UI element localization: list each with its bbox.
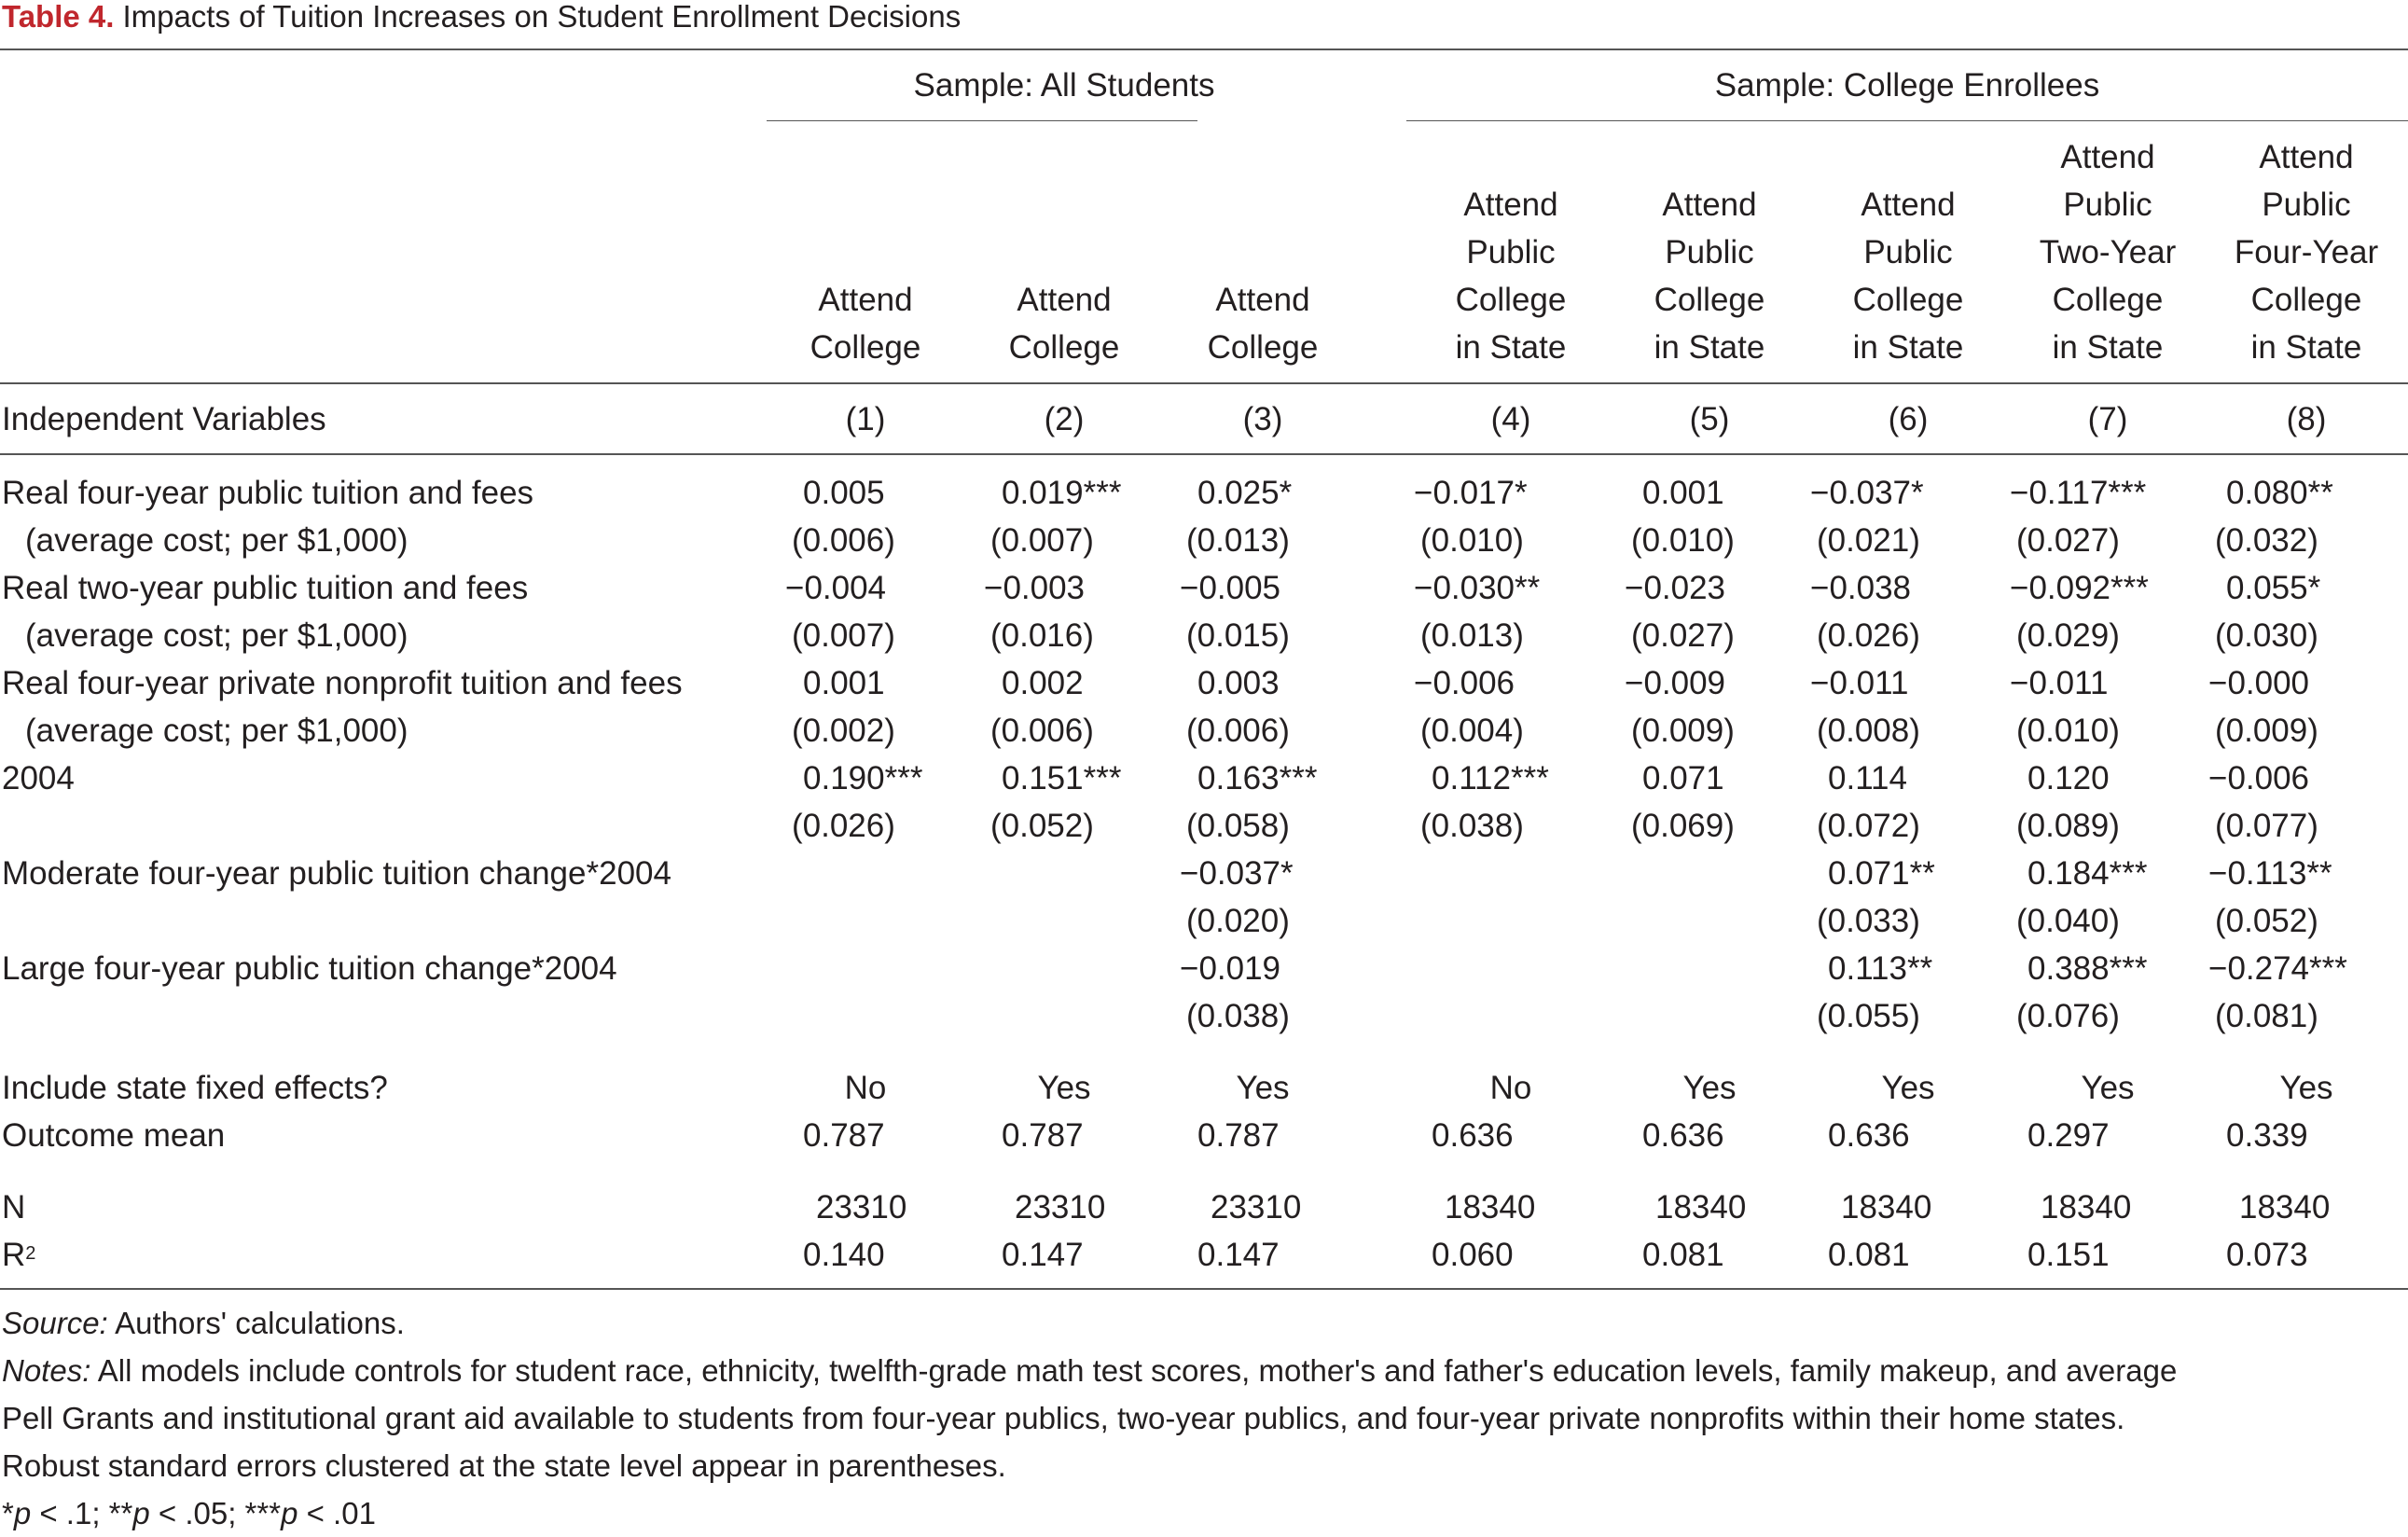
row-sublabel: (average cost; per $1,000) [25,713,408,749]
coefficient-cell: −0.030** [1414,570,1541,606]
column-number-7: (7) [2087,401,2128,437]
std-error-cell: (0.052) [990,808,1094,844]
column-header-line: College [810,329,921,366]
coefficient-cell: 0.388*** [2027,950,2148,987]
stat-cell: 0.151 [2027,1237,2110,1273]
notes-line-3: Robust standard errors clustered at the state level appear in parentheses. [2,1448,1006,1483]
std-error-cell: (0.013) [1420,617,1524,654]
column-header-line: College [1654,282,1765,318]
coefficient-cell: 0.003 [1197,665,1280,701]
column-header-3 [1208,276,1319,371]
column-header-line: College [1008,329,1120,366]
coefficient-cell: −0.009 [1625,665,1726,701]
top-rule [0,48,2408,50]
table-label: Table 4. [2,0,115,34]
coefficient-cell: −0.037* [1810,475,1924,511]
column-header-line: College [1455,282,1567,318]
std-error-cell: (0.006) [792,522,895,559]
std-error-cell: (0.089) [2016,808,2120,844]
stat-cell: No [1489,1070,1532,1106]
std-error-cell: (0.010) [2016,713,2120,749]
stat-cell: 0.147 [1197,1237,1280,1273]
std-error-cell: (0.052) [2215,903,2318,939]
std-error-cell: (0.077) [2215,808,2318,844]
coefficient-cell: 0.184*** [2027,855,2148,892]
coefficient-cell: −0.006 [2208,760,2310,796]
stat-cell: 23310 [1015,1189,1106,1225]
coefficient-cell: −0.092*** [2010,570,2149,606]
coefficient-cell: 0.190*** [803,760,923,796]
std-error-cell: (0.010) [1420,522,1524,559]
column-header-line: in State [1654,329,1765,366]
table-title-text: Impacts of Tuition Increases on Student Enrollment Decisions [122,0,962,34]
stat-cell: 0.636 [1828,1117,1910,1154]
coefficient-cell: −0.019 [1180,950,1281,987]
column-number-6: (6) [1888,401,1929,437]
row-label: Large four-year public tuition change*2004 [2,950,617,987]
std-error-cell: (0.076) [2016,998,2120,1034]
column-number-2: (2) [1044,401,1085,437]
column-header-line: Attend [2060,139,2155,175]
source-text: Authors' calculations. [107,1306,405,1340]
stat-cell: 0.140 [803,1237,885,1273]
std-error-cell: (0.058) [1186,808,1290,844]
std-error-cell: (0.006) [1186,713,1290,749]
coefficient-cell: 0.113** [1828,950,1933,987]
stat-row-label [2,1237,35,1274]
column-header-line: College [2250,282,2362,318]
group-rule-all-students [767,120,1197,121]
stat-cell: No [844,1070,887,1106]
std-error-cell: (0.020) [1186,903,1290,939]
stat-cell: 0.339 [2226,1117,2308,1154]
coefficient-cell: −0.004 [785,570,887,606]
column-header-line: College [1207,329,1319,366]
stat-cell: 0.636 [1642,1117,1724,1154]
coefficient-cell: 0.001 [1642,475,1724,511]
coefficient-cell: −0.023 [1625,570,1726,606]
stat-cell: 18340 [1655,1189,1747,1225]
notes-text-1: All models include controls for student race, ethnicity, twelfth-grade math test scores, mother's and father's education levels, family makeup, and average [90,1353,2178,1388]
column-header-6 [1853,181,1964,371]
std-error-cell: (0.009) [1631,713,1735,749]
coefficient-cell: −0.038 [1810,570,1912,606]
stat-label-text: N [2,1189,26,1225]
coefficient-cell: 0.120 [2027,760,2110,796]
std-error-cell: (0.009) [2215,713,2318,749]
coefficient-cell: 0.071 [1642,760,1724,796]
std-error-cell: (0.029) [2016,617,2120,654]
stat-cell: 18340 [1841,1189,1932,1225]
column-header-line: Attend [2259,139,2354,175]
row-label: Real four-year private nonprofit tuition and fees [2,665,683,701]
std-error-cell: (0.069) [1631,808,1735,844]
column-number-1: (1) [845,401,886,437]
stat-cell: 0.081 [1642,1237,1724,1273]
stat-row-label [2,1070,388,1107]
row-sublabel: (average cost; per $1,000) [25,522,408,559]
group-header-college-enrollees: Sample: College Enrollees [1714,67,2100,104]
row-label: Moderate four-year public tuition change*2004 [2,855,671,892]
column-header-line: Attend [1662,187,1757,223]
coefficient-cell: 0.055* [2226,570,2321,606]
std-error-cell: (0.081) [2215,998,2318,1034]
stat-cell: 0.636 [1432,1117,1514,1154]
stat-cell: Yes [1037,1070,1091,1106]
std-error-cell: (0.002) [792,713,895,749]
coefficient-cell: 0.071** [1828,855,1935,892]
column-header-line: Public [1665,234,1754,270]
column-header-line: Two-Year [2039,234,2177,270]
notes-line-2: Pell Grants and institutional grant aid available to students from four-year publics, two-year publics, and four-year private nonprofits within their home states. [2,1401,2125,1435]
stat-cell: 0.787 [1197,1117,1280,1154]
coefficient-cell: 0.112*** [1432,760,1549,796]
coefficient-cell: 0.025* [1197,475,1293,511]
stat-label-text: R [2,1237,26,1273]
stat-cell: 18340 [1445,1189,1536,1225]
coefficient-cell: 0.001 [803,665,885,701]
column-header-line: Public [1466,234,1556,270]
stat-cell: 0.081 [1828,1237,1910,1273]
stat-cell: 18340 [2041,1189,2132,1225]
column-header-line: in State [2250,329,2362,366]
group-header-all-students: Sample: All Students [913,67,1215,104]
coefficient-cell: −0.000 [2208,665,2310,701]
stat-label-superscript: 2 [25,1243,36,1264]
stat-cell: 23310 [1211,1189,1302,1225]
coefficient-cell: 0.005 [803,475,885,511]
column-header-line: College [2052,282,2164,318]
row-label: Real two-year public tuition and fees [2,570,529,606]
column-header-line: Public [2262,187,2351,223]
std-error-cell: (0.015) [1186,617,1290,654]
std-error-cell: (0.033) [1817,903,1920,939]
column-header-line: College [1852,282,1964,318]
stat-cell: Yes [2081,1070,2135,1106]
column-header-2 [1009,276,1120,371]
coefficient-cell: 0.080** [2226,475,2333,511]
notes-line-1 [2,1347,2177,1394]
coefficient-cell: −0.113** [2208,855,2332,892]
std-error-cell: (0.021) [1817,522,1920,559]
table-title [2,0,961,34]
std-error-cell: (0.004) [1420,713,1524,749]
stub-header: Independent Variables [2,401,326,437]
coefficient-cell: −0.011 [1810,665,1909,701]
std-error-cell: (0.055) [1817,998,1920,1034]
column-header-7 [2040,133,2177,371]
column-number-5: (5) [1689,401,1730,437]
stat-cell: Yes [1682,1070,1737,1106]
source-note [2,1299,405,1347]
stat-cell: Yes [1236,1070,1290,1106]
std-error-cell: (0.032) [2215,522,2318,559]
coefficient-cell: −0.017* [1414,475,1528,511]
bottom-rule [0,1288,2408,1290]
stat-cell: 0.297 [2027,1117,2110,1154]
column-header-line: in State [2052,329,2164,366]
column-header-line: Attend [1463,187,1558,223]
column-number-4: (4) [1490,401,1531,437]
std-error-cell: (0.038) [1420,808,1524,844]
column-header-line: Public [2063,187,2152,223]
std-error-cell: (0.006) [990,713,1094,749]
std-error-cell: (0.007) [792,617,895,654]
row-label: Real four-year public tuition and fees [2,475,534,511]
col-number-rule [0,453,2408,455]
column-header-line: Four-Year [2234,234,2379,270]
column-number-8: (8) [2286,401,2327,437]
std-error-cell: (0.026) [1817,617,1920,654]
stat-cell: 18340 [2239,1189,2331,1225]
std-error-cell: (0.007) [990,522,1094,559]
coefficient-cell: −0.011 [2010,665,2109,701]
std-error-cell: (0.030) [2215,617,2318,654]
column-header-5 [1654,181,1765,371]
column-header-line: in State [1852,329,1964,366]
std-error-cell: (0.040) [2016,903,2120,939]
coefficient-cell: 0.002 [1002,665,1084,701]
std-error-cell: (0.010) [1631,522,1735,559]
stat-row-label [2,1117,225,1155]
stat-cell: 0.147 [1002,1237,1084,1273]
row-label: 2004 [2,760,75,796]
source-label: Source: [2,1306,108,1340]
notes-label: Notes: [2,1353,91,1388]
stat-cell: 0.787 [1002,1117,1084,1154]
column-header-1 [810,276,921,371]
column-header-line: Public [1863,234,1953,270]
coefficient-cell: 0.114 [1828,760,1907,796]
std-error-cell: (0.008) [1817,713,1920,749]
group-rule-college-enrollees [1406,120,2408,121]
std-error-cell: (0.013) [1186,522,1290,559]
coefficient-cell: −0.006 [1414,665,1515,701]
coefficient-cell: −0.005 [1180,570,1281,606]
stat-label-text: Include state fixed effects? [2,1070,388,1106]
header-rule [0,382,2408,384]
stat-cell: Yes [1881,1070,1935,1106]
row-sublabel: (average cost; per $1,000) [25,617,408,654]
coefficient-cell: −0.117*** [2010,475,2147,511]
stat-cell: 23310 [816,1189,907,1225]
column-number-3: (3) [1242,401,1283,437]
stat-cell: 0.060 [1432,1237,1514,1273]
std-error-cell: (0.026) [792,808,895,844]
stat-row-label [2,1189,25,1226]
std-error-cell: (0.016) [990,617,1094,654]
coefficient-cell: 0.151*** [1002,760,1122,796]
std-error-cell: (0.027) [2016,522,2120,559]
stat-cell: Yes [2279,1070,2333,1106]
column-header-line: Attend [1215,282,1310,318]
stat-cell: 0.073 [2226,1237,2308,1273]
std-error-cell: (0.027) [1631,617,1735,654]
std-error-cell: (0.038) [1186,998,1290,1034]
column-header-line: Attend [818,282,913,318]
column-header-line: Attend [1017,282,1112,318]
column-header-line: in State [1455,329,1567,366]
coefficient-cell: 0.019*** [1002,475,1122,511]
column-header-8 [2235,133,2378,371]
stat-label-text: Outcome mean [2,1117,226,1154]
stat-cell: 0.787 [803,1117,885,1154]
column-header-line: Attend [1861,187,1956,223]
coefficient-cell: −0.037* [1180,855,1294,892]
coefficient-cell: 0.163*** [1197,760,1318,796]
coefficient-cell: −0.274*** [2208,950,2347,987]
coefficient-cell: −0.003 [984,570,1086,606]
column-header-4 [1456,181,1567,371]
significance-note: *p < .1; **p < .05; ***p < .01 [2,1496,376,1530]
std-error-cell: (0.072) [1817,808,1920,844]
